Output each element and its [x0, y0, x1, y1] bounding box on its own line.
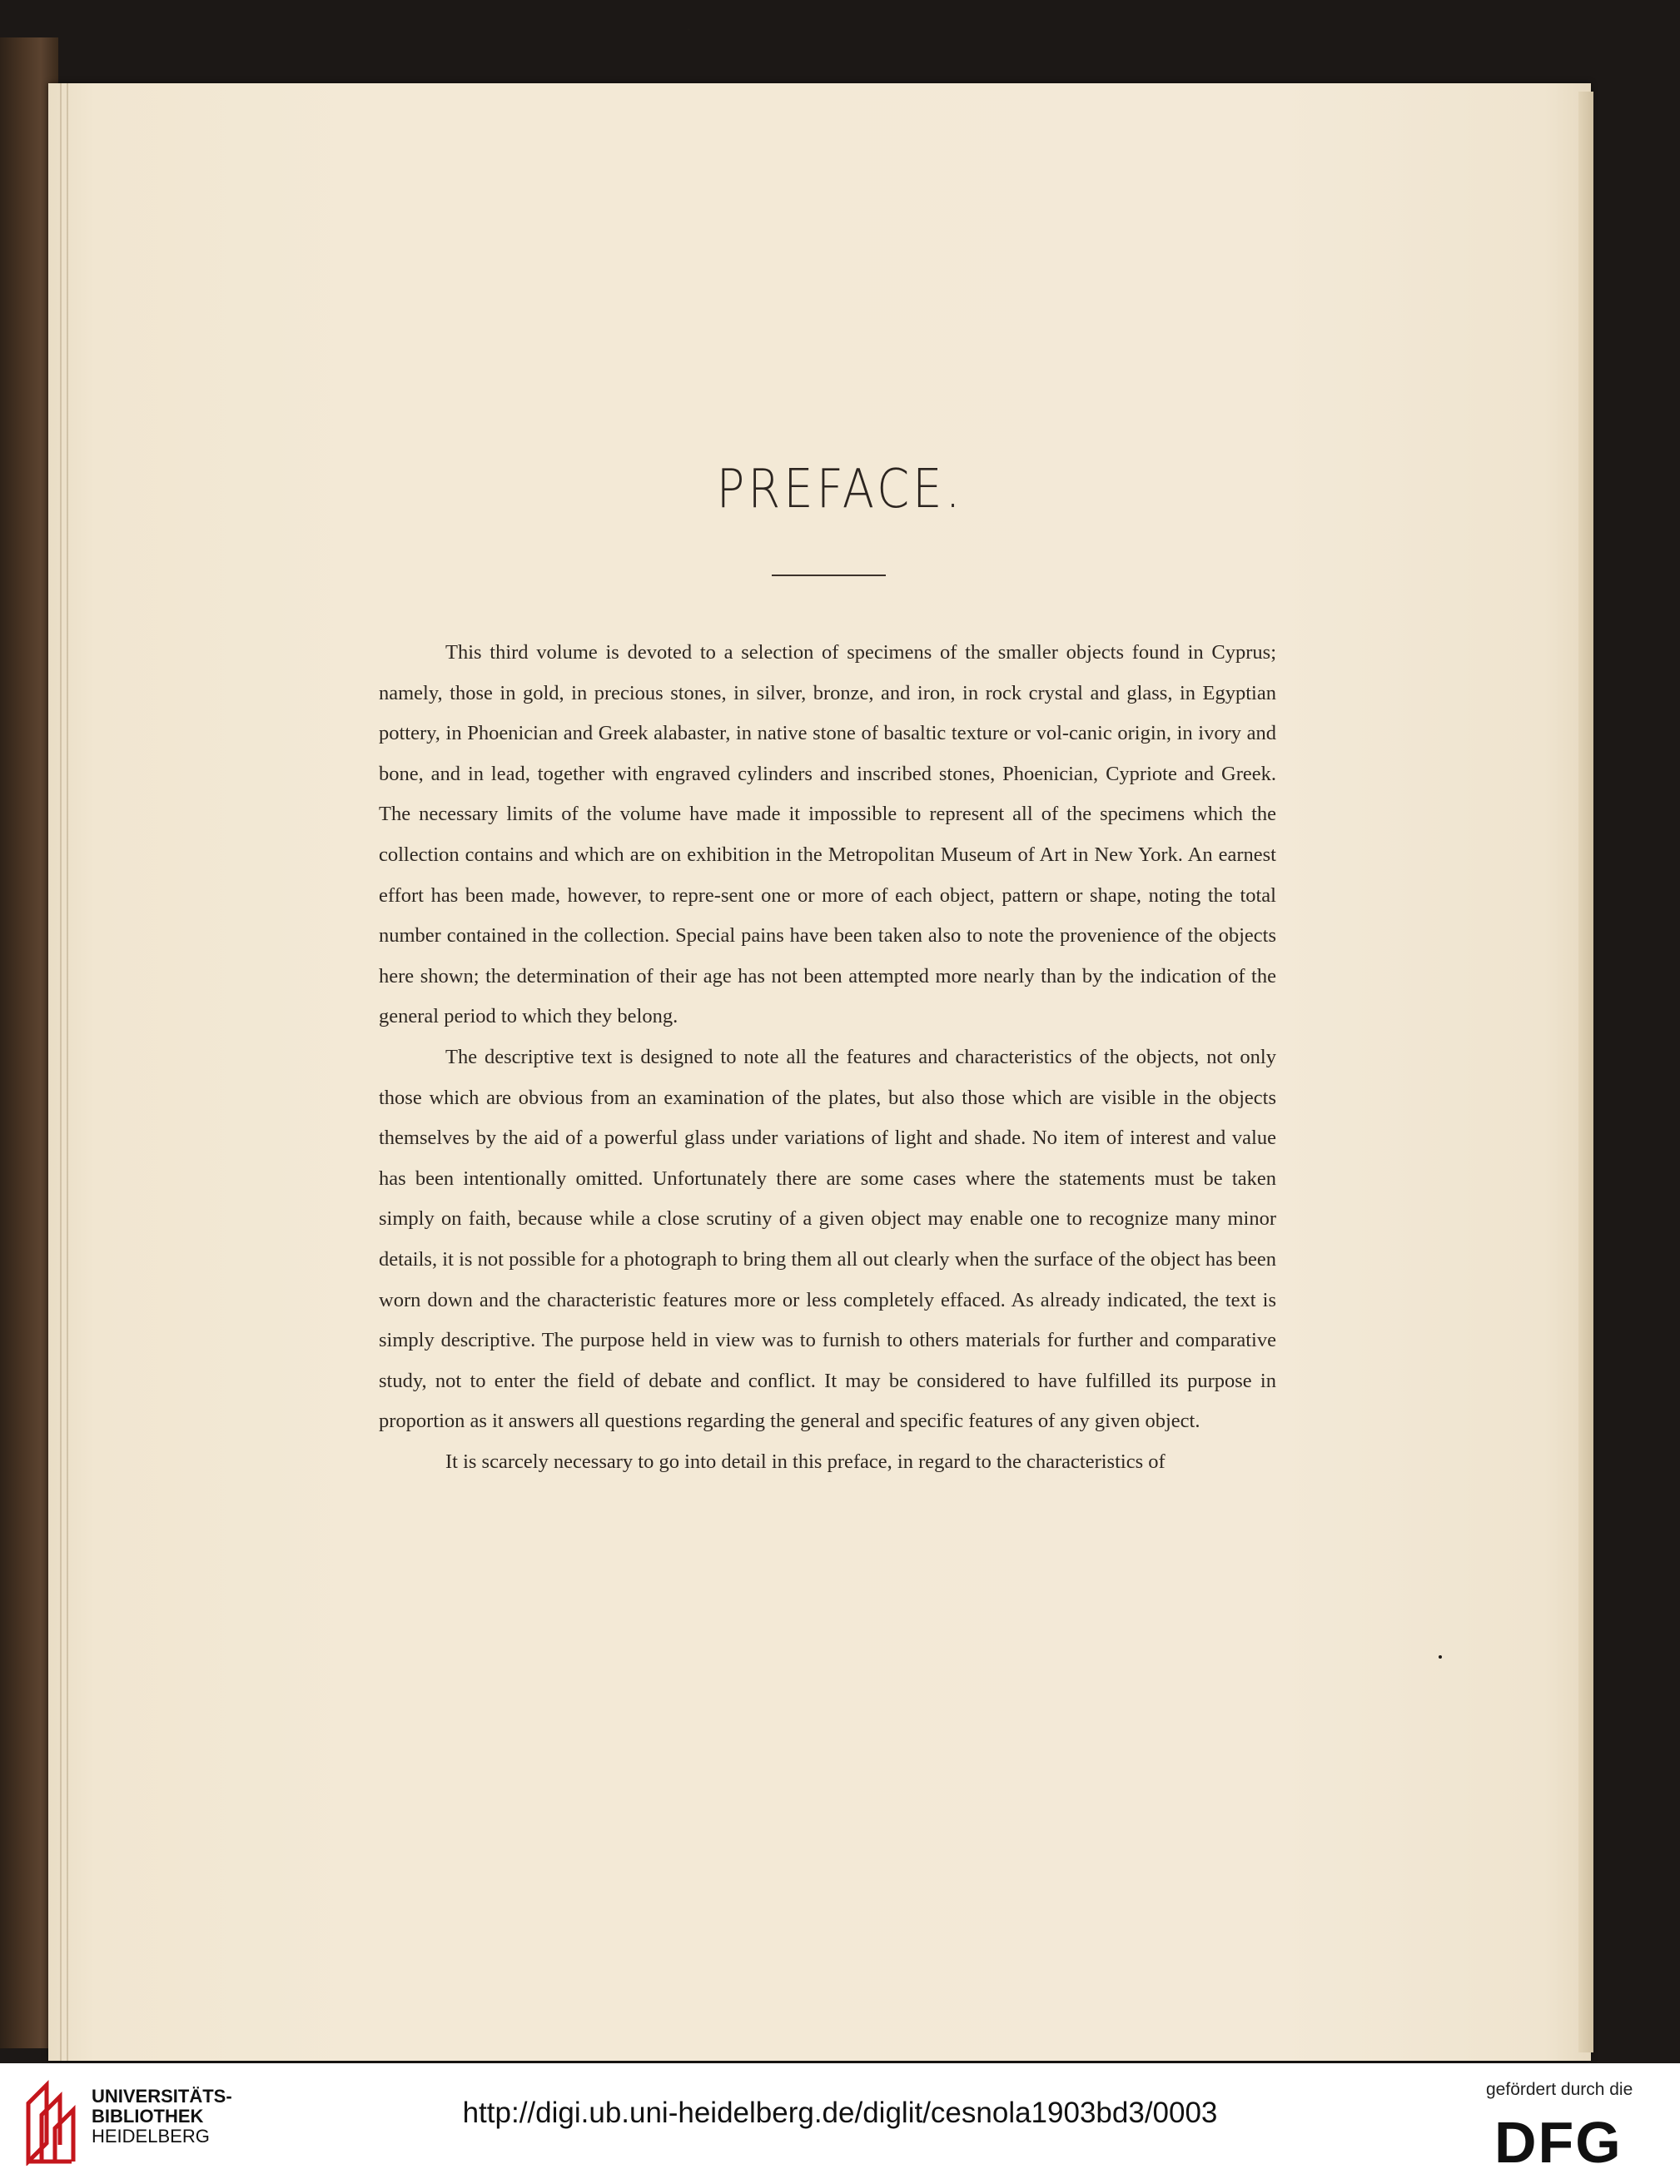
library-name-line: HEIDELBERG [92, 2126, 210, 2147]
title-rule [772, 575, 886, 576]
digital-copy-url-link[interactable]: http://digi.ub.uni-heidelberg.de/diglit/cesnola1903bd3/0003 [462, 2097, 1218, 2129]
library-name-line: UNIVERSITÄTS- [92, 2086, 232, 2107]
paper-speck [1439, 1655, 1442, 1659]
funded-by-label: gefördert durch die [1486, 2080, 1633, 2099]
paragraph: The descriptive text is designed to note all the features and characteristics of the objects, not only those which are obvious from an examination of the plates, but also those which are visible in the objects themselves by the aid of a powerful glass under variations of light and shade. No item of interest and value has been intentionally omitted. Unfortunately there are some cases where the statements must be taken simply on faith, because while a close scrutiny of a given object may enable one to recognize many minor details, it is not possible for a photograph to bring them all out clearly when the surface of the object has been worn down and the characteristic features more or less completely effaced. As already indicated, the text is simply descriptive. The purpose held in view was to furnish to others materials for further and comparative study, not to enter the field of debate and conflict. It may be considered to have fulfilled its purpose in proportion as it answers all questions regarding the general and specific features of any given object. [379, 1045, 1276, 1433]
gutter-fold-line [67, 83, 68, 2061]
paragraph: It is scarcely necessary to go into detail in this preface, in regard to the characteristics of [445, 1450, 1166, 1473]
paper-speck [688, 28, 690, 31]
page-stack-edge [1578, 92, 1593, 2052]
library-name-line: BIBLIOTHEK [92, 2106, 204, 2127]
dfg-logo[interactable]: DFG [1494, 2110, 1623, 2175]
paragraph: This third volume is devoted to a selection of specimens of the smaller objects found in Cyprus; namely, those in gold, in precious stones, in silver, bronze, and iron, in rock crystal and glass, in Egyptian pottery, in Phoenician and Greek alabaster, in native stone of basaltic texture or vol-canic origin, in ivory and bone, and in lead, together with engraved cylinders and inscribed stones, Phoenician, Cypriote and Greek. The necessary limits of the volume have made it impossible to represent all of the specimens which the collection contains and which are on exhibition in the Metropolitan Museum of Art in New York. An earnest effort has been made, however, to repre-sent one or more of each object, pattern or shape, noting the total number contained in the collection. Special pains have been taken also to note the provenience of the objects here shown; the determination of their age has not been attempted more nearly than by the indication of the general period to which they belong. [379, 641, 1276, 1028]
page-title: PREFACE. [716, 458, 964, 520]
gutter-fold-line [60, 83, 62, 2061]
footer-bar [0, 2063, 1680, 2184]
body-text [379, 633, 1276, 1482]
